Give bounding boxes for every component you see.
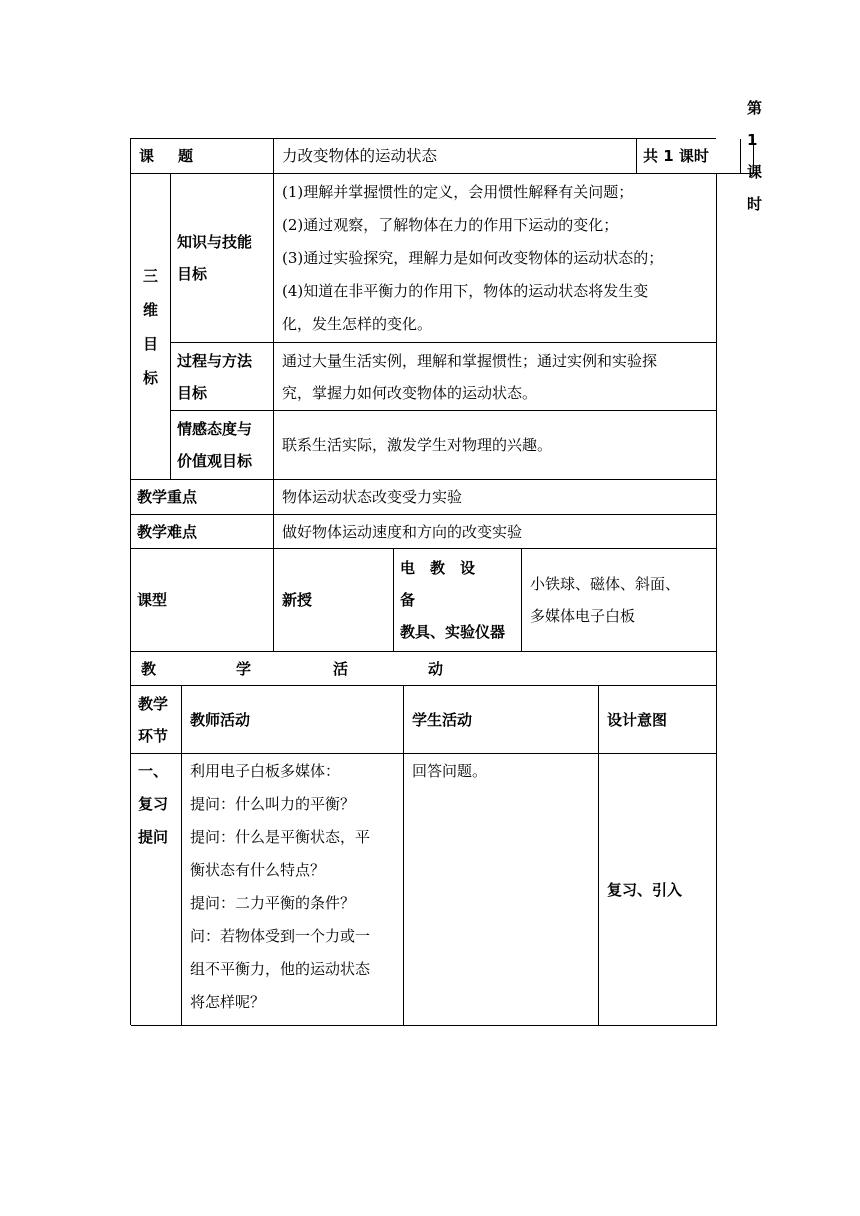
label-line: 教学 [138, 694, 169, 713]
col-student-header: 学生活动 [404, 686, 599, 754]
label-line: 知识与技能 [177, 233, 253, 251]
topic-label-char: 题 [177, 147, 193, 165]
label-line: 备 [400, 591, 416, 609]
knowledge-goal-label [171, 174, 274, 343]
teacher-line: 利用电子白板多媒体： [190, 762, 341, 780]
table-row-design: 复习、引入 [599, 754, 717, 1026]
goals-group-char: 标 [142, 368, 158, 387]
lesson-type-value: 新授 [274, 549, 394, 652]
topic-value: 力改变物体的运动状态 [274, 139, 637, 174]
heading-char: 学 [236, 659, 252, 678]
goals-group-char: 维 [142, 300, 158, 319]
lesson-plan-table [130, 99, 763, 1025]
knowledge-goal-text [274, 174, 717, 343]
total-periods: 共 1 课时 [637, 139, 741, 174]
heading-char: 动 [428, 659, 444, 678]
table-row-teacher [182, 754, 404, 1026]
col-stage-header [131, 686, 182, 754]
heading-char: 活 [333, 659, 349, 678]
goal-line: (2)通过观察，了解物体在力的作用下运动的变化； [282, 215, 619, 234]
teacher-line: 问：若物体受到一个力或一 [190, 927, 371, 945]
table-row-stage [131, 754, 182, 1026]
teacher-line: 提问：什么叫力的平衡？ [190, 795, 356, 813]
table-row-student: 回答问题。 [404, 754, 599, 1026]
process-goal-label [171, 343, 274, 411]
process-goal-text [274, 343, 717, 411]
label-line: 目标 [177, 265, 208, 283]
label-line: 一、 [138, 762, 169, 780]
teacher-line: 衡状态有什么特点？ [190, 861, 326, 879]
label-line: 目标 [177, 383, 208, 402]
equipment-label [394, 549, 522, 652]
focus-label: 教学重点 [131, 480, 274, 515]
focus-value: 物体运动状态改变受力实验 [274, 480, 717, 515]
goal-line: 化，发生怎样的变化。 [282, 314, 433, 333]
equipment-line: 多媒体电子白板 [530, 607, 636, 625]
label-line: 情感态度与 [177, 420, 253, 438]
label-line: 过程与方法 [177, 351, 253, 370]
label-line: 提问 [138, 828, 169, 846]
goals-group-char: 目 [142, 334, 158, 353]
teacher-line: 将怎样呢？ [190, 993, 266, 1011]
label-line: 教具、实验仪器 [400, 623, 506, 641]
teacher-line: 提问：二力平衡的条件？ [190, 894, 356, 912]
label-line: 复习 [138, 795, 169, 813]
goal-line: 究，掌握力如何改变物体的运动状态。 [282, 383, 538, 402]
emotion-goal-text: 联系生活实际，激发学生对物理的兴趣。 [274, 411, 717, 480]
col-design-header: 设计意图 [599, 686, 717, 754]
lesson-type-label: 课型 [131, 549, 274, 652]
label-line: 价值观目标 [177, 452, 253, 470]
goal-line: (4)知道在非平衡力的作用下，物体的运动状态将发生变 [282, 281, 649, 300]
teacher-line: 提问：什么是平衡状态，平 [190, 828, 371, 846]
label-line: 环节 [138, 726, 169, 745]
col-teacher-header: 教师活动 [182, 686, 404, 754]
goals-group-char: 三 [142, 266, 158, 285]
difficulty-value: 做好物体运动速度和方向的改变实验 [274, 515, 717, 549]
label-line: 电 教 设 [400, 559, 476, 577]
heading-char: 教 [141, 659, 157, 678]
goal-line: (3)通过实验探究，理解力是如何改变物体的运动状态的； [282, 248, 664, 267]
teacher-line: 组不平衡力，他的运动状态 [190, 960, 371, 978]
activities-heading [131, 652, 717, 686]
equipment-value [522, 549, 717, 652]
difficulty-label: 教学难点 [131, 515, 274, 549]
topic-label-char: 课 [139, 147, 155, 165]
emotion-goal-label [171, 411, 274, 480]
equipment-line: 小铁球、磁体、斜面、 [530, 575, 681, 593]
goal-line: 通过大量生活实例，理解和掌握惯性；通过实例和实验探 [282, 351, 658, 370]
goal-line: (1)理解并掌握惯性的定义，会用惯性解释有关问题； [282, 182, 634, 201]
topic-label [131, 139, 274, 174]
goals-group-label [131, 174, 171, 480]
current-period: 第 1 课时 [741, 139, 754, 174]
